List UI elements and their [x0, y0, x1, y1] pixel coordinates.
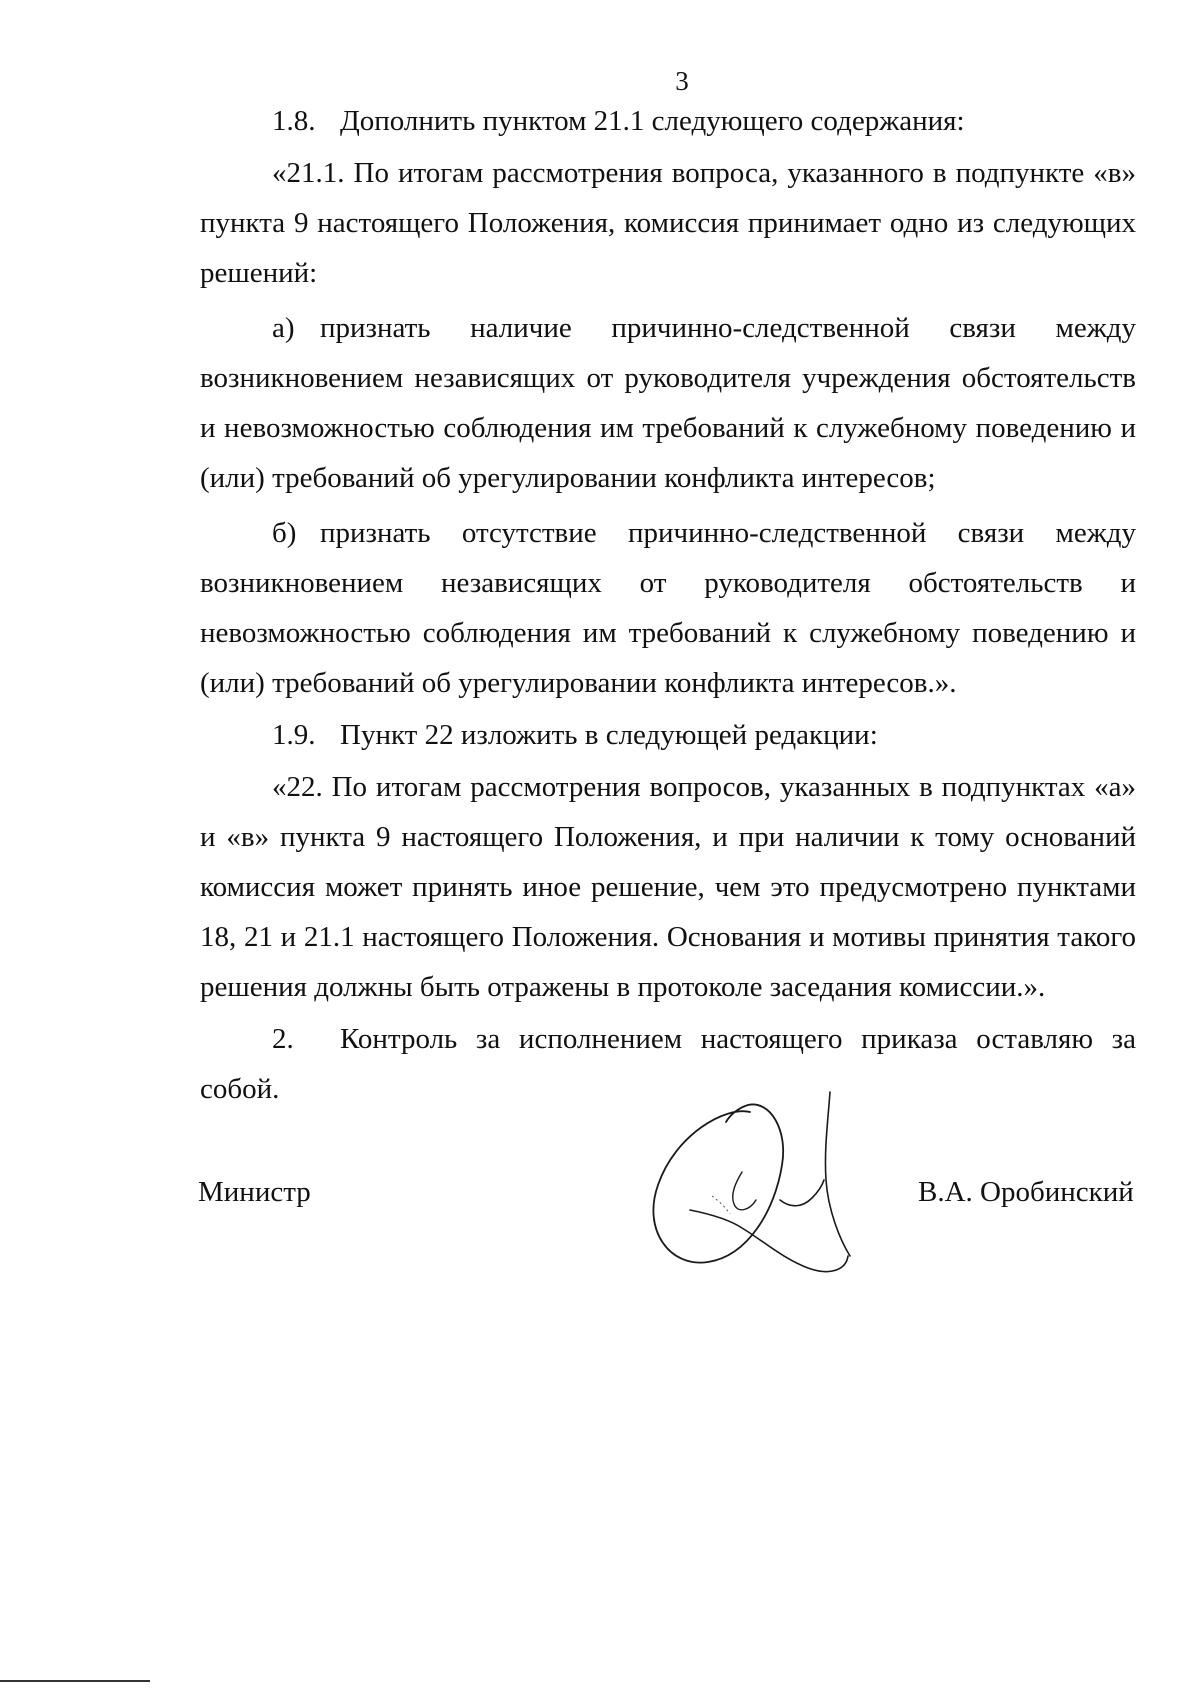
item-number: 2. [272, 1023, 294, 1055]
paragraph-1-8 [200, 96, 1136, 146]
handwritten-signature [630, 1080, 910, 1280]
paragraph-1-9 [200, 710, 1136, 760]
paragraph-22: «22. По итогам рассмотрения вопросов, указанных в подпунктах «а» и «в» пункта 9 настоящего Положения, и при наличии к тому оснований комиссия может принять иное решение, чем это предусмотрено пунктами 18, 21 и 21.1 настоящего Положения. Основания и мотивы принятия такого решения должны быть отражены в протоколе заседания комиссии.». [200, 771, 1136, 1003]
signature-block [0, 1080, 1200, 1310]
item-number: 1.8. [272, 105, 316, 137]
signer-name: В.А. Оробинский [918, 1176, 1134, 1208]
page-number: 3 [675, 66, 689, 96]
footer-rule [0, 1680, 150, 1682]
item-text: Дополнить пунктом 21.1 следующего содержания: [340, 105, 965, 137]
signer-title: Министр [198, 1176, 311, 1208]
item-text: Пункт 22 изложить в следующей редакции: [340, 719, 878, 751]
paragraph-21-1-intro: «21.1. По итогам рассмотрения вопроса, указанного в подпункте «в» пункта 9 настоящего Положения, комиссия принимает одно из следующих решений: [200, 157, 1136, 289]
list-text: признать отсутствие причинно-следственной связи между возникновением независящих от руководителя обстоятельств и невозможностью соблюдения им требований к служебному поведению и (или) требований об урегулировании конфликта интересов.». [200, 517, 1136, 699]
item-number: 1.9. [272, 719, 316, 751]
paragraph-option-b [200, 508, 1136, 708]
list-marker: б) [272, 517, 297, 549]
item-text: Контроль за исполнением настоящего приказа оставляю за собой. [200, 1023, 1136, 1105]
paragraph-option-a [200, 303, 1136, 503]
document-body [200, 96, 1136, 1114]
list-marker: а) [272, 312, 295, 344]
list-text: признать наличие причинно-следственной связи между возникновением независящих от руководителя учреждения обстоятельств и невозможностью соблюдения им требований к служебному поведению и (или) требований об урегулировании конфликта интересов; [200, 312, 1136, 494]
